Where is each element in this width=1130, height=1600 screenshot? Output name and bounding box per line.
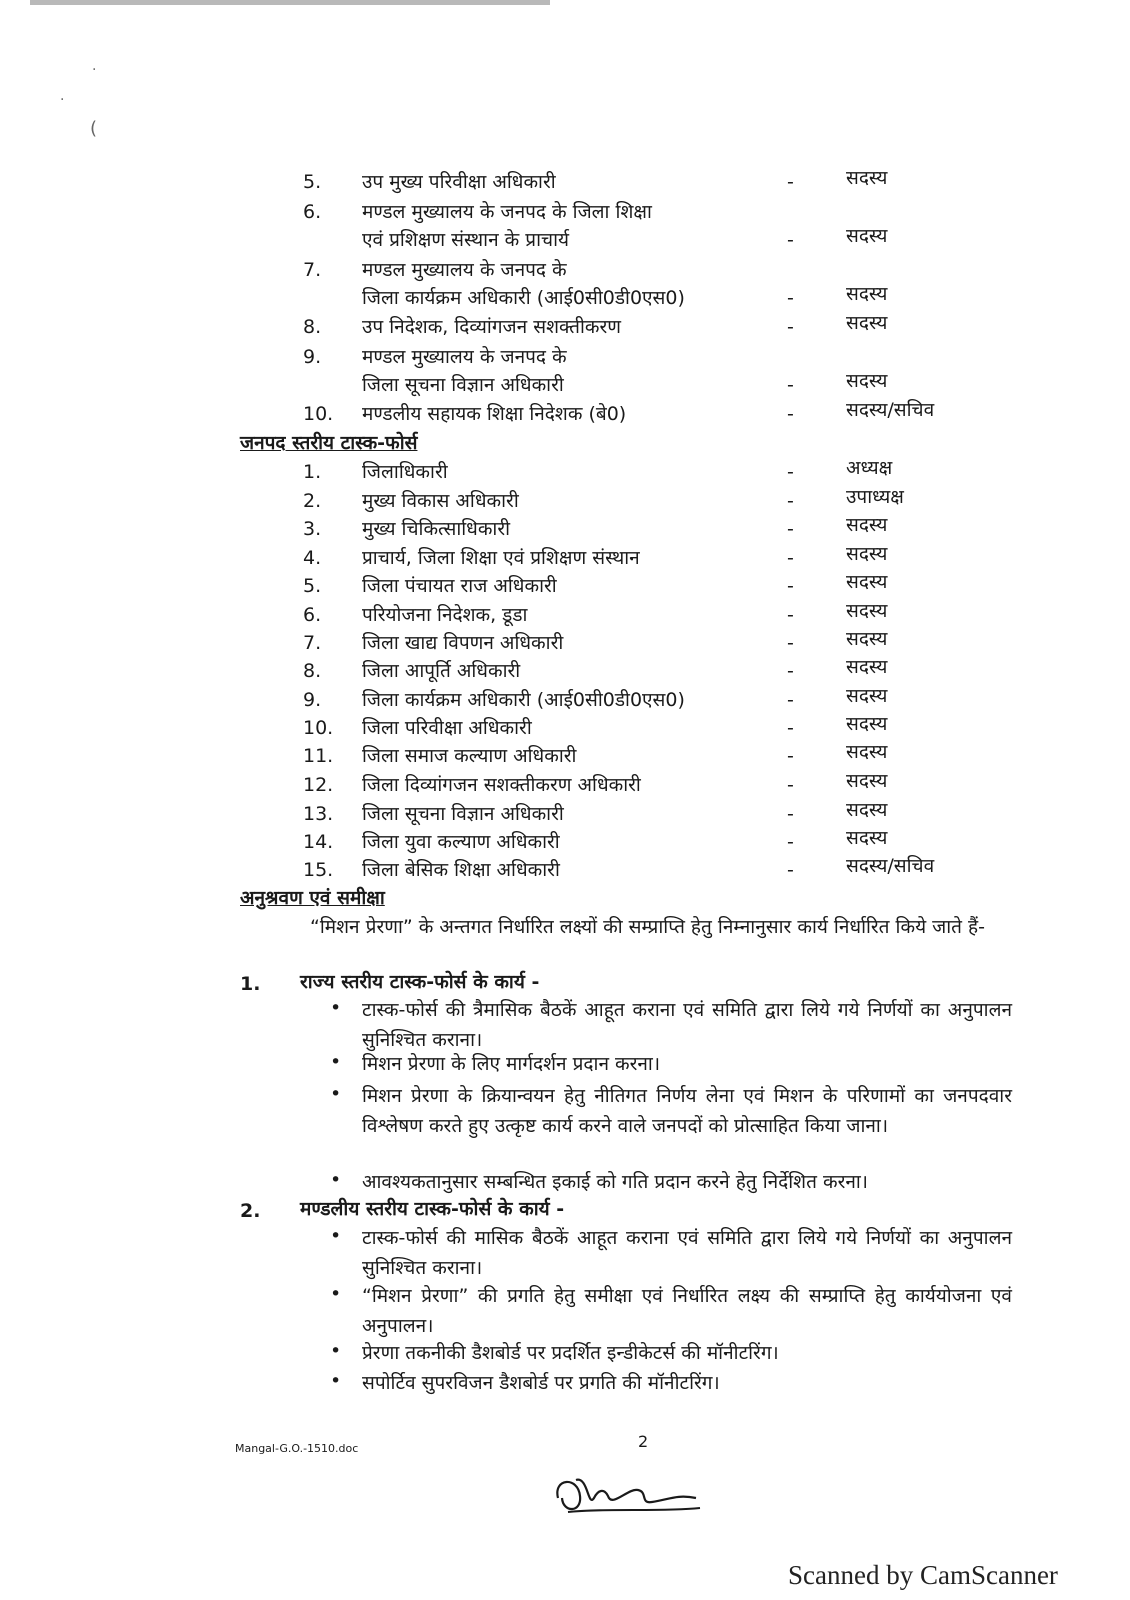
bullet-icon: • (330, 1340, 342, 1362)
item-text: प्राचार्य, जिला शिक्षा एवं प्रशिक्षण संस्थान (362, 547, 640, 569)
bullet-icon: • (330, 1370, 342, 1392)
scan-speck: · (92, 62, 97, 78)
item-number: 11. (303, 745, 334, 767)
bullet-icon: • (330, 1051, 342, 1073)
item-number: 13. (303, 803, 334, 825)
item-role: सदस्य (846, 543, 888, 565)
item-text: परियोजना निदेशक, डूडा (362, 604, 528, 626)
list-item-continued (0, 371, 1000, 399)
dash: - (787, 604, 794, 626)
list-item (0, 742, 1000, 770)
item-text: मुख्य चिकित्साधिकारी (362, 518, 511, 540)
item-role: सदस्य (846, 741, 888, 763)
item-text: मण्डल मुख्यालय के जनपद के (362, 259, 567, 281)
item-number: 3. (303, 518, 322, 540)
section-heading: अनुश्रवण एवं समीक्षा (240, 887, 385, 909)
page-number: 2 (638, 1432, 649, 1451)
item-number: 1. (303, 461, 322, 483)
dash: - (787, 287, 794, 309)
dash: - (787, 745, 794, 767)
file-name: Mangal-G.O.-1510.doc (235, 1442, 359, 1455)
dash: - (787, 316, 794, 338)
bullet-icon: • (330, 1225, 342, 1247)
section-number: 1. (240, 973, 261, 995)
item-number: 6. (303, 604, 322, 626)
item-role: सदस्य (846, 628, 888, 650)
item-text: जिला सूचना विज्ञान अधिकारी (362, 374, 564, 396)
item-role: सदस्य (846, 713, 888, 735)
item-role: सदस्य (846, 225, 888, 247)
dash: - (787, 660, 794, 682)
bullet-text: “मिशन प्रेरणा” की प्रगति हेतु समीक्षा एवं निर्धारित लक्ष्य की सम्प्राप्ति हेतु कार्ययोजना एवं अनुपालन। (362, 1285, 1012, 1337)
dash: - (787, 461, 794, 483)
item-number: 12. (303, 774, 334, 796)
item-text: जिला युवा कल्याण अधिकारी (362, 831, 560, 853)
item-number: 15. (303, 859, 334, 881)
item-number: 14. (303, 831, 334, 853)
bullet-text: टास्क-फोर्स की मासिक बैठकें आहूत कराना एवं समिति द्वारा लिये गये निर्णयों का अनुपालन सुनिश्चित कराना। (362, 1227, 1012, 1279)
intro-paragraph: “मिशन प्रेरणा” के अन्तगत निर्धारित लक्ष्यों की सम्प्राप्ति हेतु निम्नानुसार कार्य निर्धारित किये जाते हैं- (310, 916, 985, 938)
item-text: जिला दिव्यांगजन सशक्तीकरण अधिकारी (362, 774, 641, 796)
item-text: जिला बेसिक शिक्षा अधिकारी (362, 859, 560, 881)
list-item (0, 458, 1000, 486)
section-heading: जनपद स्तरीय टास्क-फोर्स (240, 432, 418, 454)
item-text: जिला कार्यक्रम अधिकारी (आई0सी0डी0एस0) (362, 287, 685, 309)
list-item-continued (0, 226, 1000, 254)
item-role: सदस्य/सचिव (846, 855, 935, 877)
item-text: मण्डल मुख्यालय के जनपद के (362, 346, 567, 368)
item-role: सदस्य (846, 571, 888, 593)
bullet-text: मिशन प्रेरणा के क्रियान्वयन हेतु नीतिगत निर्णय लेना एवं मिशन के परिणामों का जनपदवार विश्लेषण करते हुए उत्कृष्ट कार्य करने वाले जनपदों को प्रोत्साहित किया जाना। (362, 1085, 1012, 1137)
list-item (0, 572, 1000, 600)
item-role: उपाध्यक्ष (846, 486, 904, 508)
item-role: सदस्य (846, 685, 888, 707)
section-title: मण्डलीय स्तरीय टास्क-फोर्स के कार्य - (300, 1198, 565, 1220)
item-text: जिला आपूर्ति अधिकारी (362, 660, 521, 682)
item-number: 7. (303, 259, 322, 281)
item-number: 9. (303, 689, 322, 711)
bullet-text: आवश्यकतानुसार सम्बन्धित इकाई को गति प्रदान करने हेतु निर्देशित करना। (362, 1171, 869, 1193)
list-item (0, 168, 1000, 196)
dash: - (787, 518, 794, 540)
dash: - (787, 490, 794, 512)
item-role: सदस्य (846, 600, 888, 622)
item-text: एवं प्रशिक्षण संस्थान के प्राचार्य (362, 229, 570, 251)
bullet-text: सपोर्टिव सुपरविजन डैशबोर्ड पर प्रगति की मॉनीटरिंग। (362, 1372, 720, 1394)
dash: - (787, 575, 794, 597)
bullet-icon: • (330, 1169, 342, 1191)
item-text: जिला पंचायत राज अधिकारी (362, 575, 557, 597)
item-number: 5. (303, 171, 322, 193)
item-role: सदस्य (846, 370, 888, 392)
bullet-text: प्रेरणा तकनीकी डैशबोर्ड पर प्रदर्शित इन्डीकेटर्स की मॉनीटरिंग। (362, 1342, 779, 1364)
item-number: 7. (303, 632, 322, 654)
dash: - (787, 717, 794, 739)
bullet-text: मिशन प्रेरणा के लिए मार्गदर्शन प्रदान करना। (362, 1053, 661, 1075)
item-number: 4. (303, 547, 322, 569)
item-role: सदस्य (846, 312, 888, 334)
list-item (0, 515, 1000, 543)
scan-speck: · (60, 92, 65, 108)
scan-top-edge (30, 0, 550, 5)
signature (548, 1468, 708, 1528)
item-text: मुख्य विकास अधिकारी (362, 490, 519, 512)
item-text: मण्डल मुख्यालय के जनपद के जिला शिक्षा (362, 201, 652, 223)
item-role: सदस्य (846, 770, 888, 792)
scan-speck: ( (90, 118, 98, 139)
dash: - (787, 774, 794, 796)
dash: - (787, 229, 794, 251)
list-item (0, 771, 1000, 799)
item-text: जिला खाद्य विपणन अधिकारी (362, 632, 564, 654)
item-role: सदस्य/सचिव (846, 399, 935, 421)
item-text: जिला परिवीक्षा अधिकारी (362, 717, 532, 739)
item-role: अध्यक्ष (846, 457, 893, 479)
item-role: सदस्य (846, 827, 888, 849)
camscanner-watermark: Scanned by CamScanner (788, 1560, 1058, 1590)
bullet-text: टास्क-फोर्स की त्रैमासिक बैठकें आहूत कराना एवं समिति द्वारा लिये गये निर्णयों का अनुपालन सुनिश्चित कराना। (362, 999, 1012, 1051)
item-number: 8. (303, 316, 322, 338)
list-item (0, 657, 1000, 685)
dash: - (787, 547, 794, 569)
bullet-icon: • (330, 997, 342, 1019)
dash: - (787, 403, 794, 425)
item-role: सदस्य (846, 514, 888, 536)
item-role: सदस्य (846, 799, 888, 821)
dash: - (787, 859, 794, 881)
dash: - (787, 689, 794, 711)
item-text: जिला समाज कल्याण अधिकारी (362, 745, 577, 767)
item-number: 5. (303, 575, 322, 597)
list-item (0, 400, 1000, 428)
dash: - (787, 803, 794, 825)
item-text: जिला कार्यक्रम अधिकारी (आई0सी0डी0एस0) (362, 689, 685, 711)
item-number: 10. (303, 403, 334, 425)
item-role: सदस्य (846, 656, 888, 678)
item-text: जिला सूचना विज्ञान अधिकारी (362, 803, 564, 825)
list-item-continued (0, 284, 1000, 312)
dash: - (787, 374, 794, 396)
item-role: सदस्य (846, 167, 888, 189)
item-number: 10. (303, 717, 334, 739)
item-number: 6. (303, 201, 322, 223)
list-item (0, 856, 1000, 884)
bullet-icon: • (330, 1283, 342, 1305)
item-number: 8. (303, 660, 322, 682)
item-text: जिलाधिकारी (362, 461, 448, 483)
item-text: उप निदेशक, दिव्यांगजन सशक्तीकरण (362, 316, 622, 338)
item-text: मण्डलीय सहायक शिक्षा निदेशक (बे0) (362, 403, 627, 425)
item-role: सदस्य (846, 283, 888, 305)
section-title: राज्य स्तरीय टास्क-फोर्स के कार्य - (300, 971, 540, 993)
list-item (0, 313, 1000, 341)
item-number: 9. (303, 346, 322, 368)
item-text: उप मुख्य परिवीक्षा अधिकारी (362, 171, 556, 193)
item-number: 2. (303, 490, 322, 512)
bullet-icon: • (330, 1083, 342, 1105)
dash: - (787, 831, 794, 853)
dash: - (787, 171, 794, 193)
dash: - (787, 632, 794, 654)
section-number: 2. (240, 1200, 261, 1222)
